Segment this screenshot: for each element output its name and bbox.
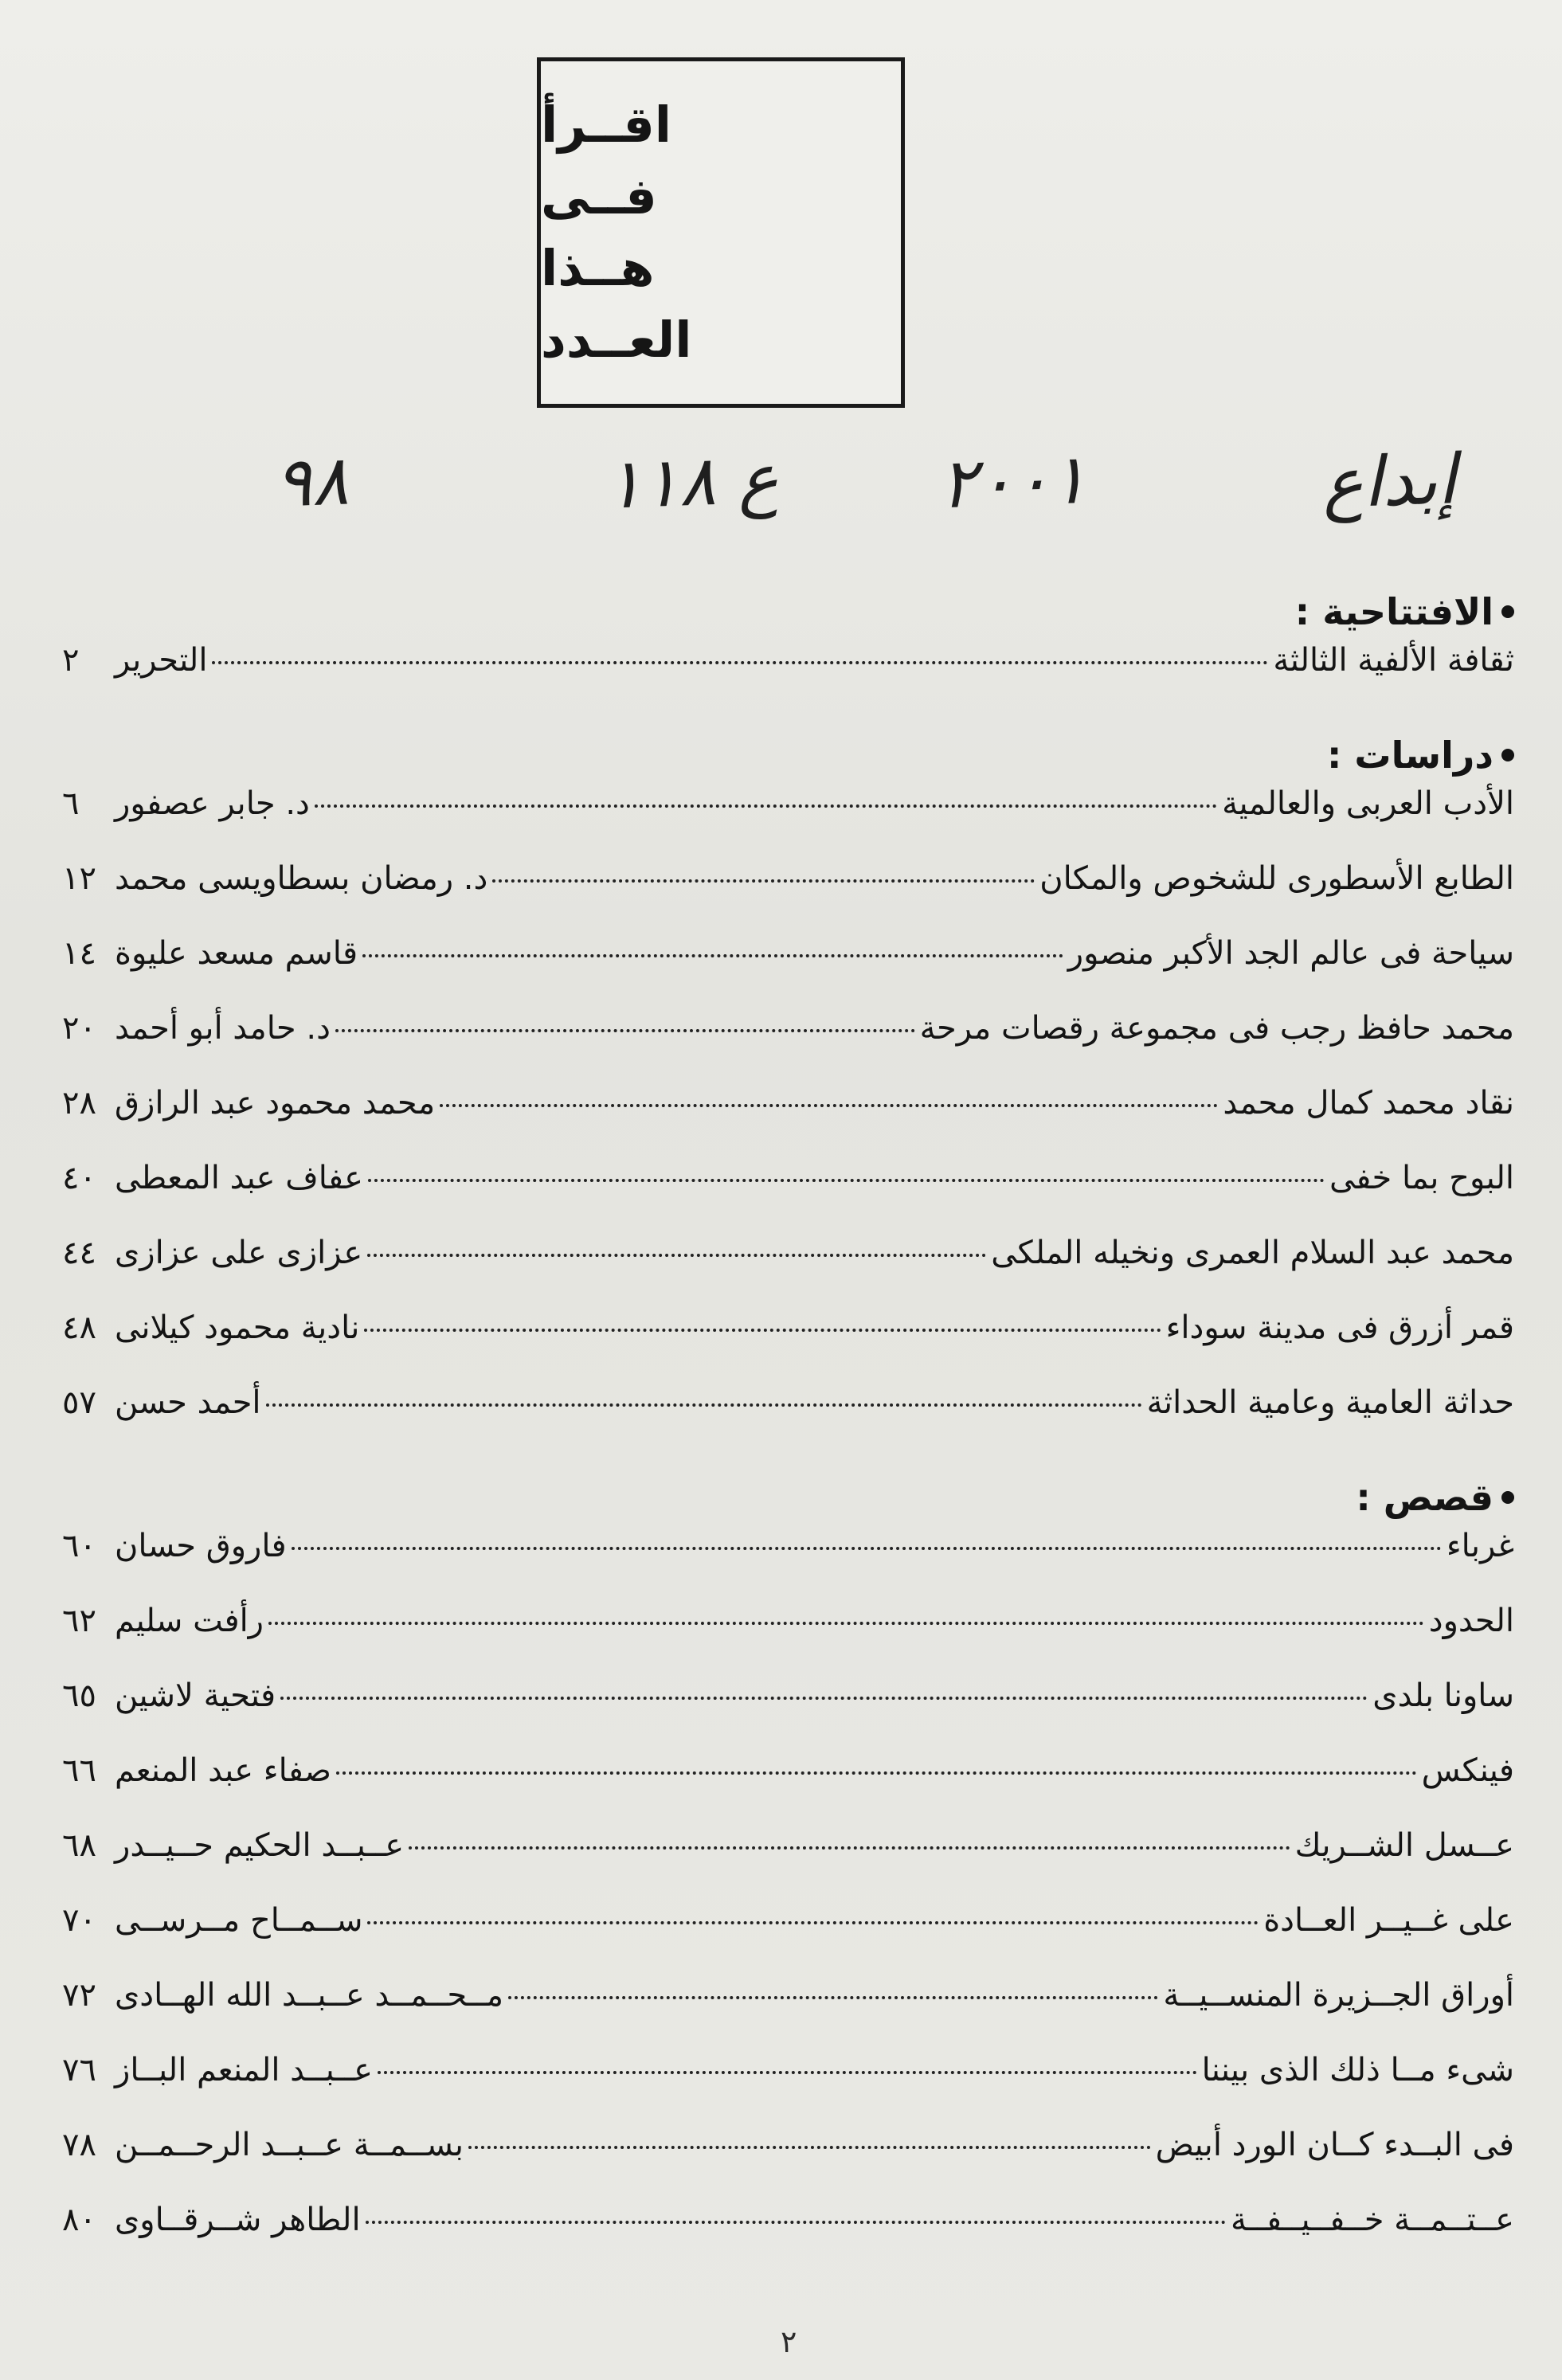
handwritten-year: ٢٠٠١ [938, 439, 1089, 525]
entry-page: ٢ [62, 642, 80, 679]
box-line-3: هــذا [541, 239, 655, 297]
entry-title: محمد حافظ رجب فى مجموعة رقصات مرحة [919, 1010, 1514, 1047]
entry-page: ٢٠ [62, 1010, 96, 1047]
entry-page: ٤٤ [62, 1235, 96, 1271]
entry-author: رأفت سليم [115, 1603, 264, 1639]
toc-entry [62, 1827, 1514, 1902]
toc-entry [62, 1235, 1514, 1309]
toc-entry [62, 860, 1514, 935]
entry-author: د. جابر عصفور [115, 785, 310, 822]
entry-author: عــبــد المنعم البــاز [115, 2052, 373, 2088]
leader-dots [212, 661, 1268, 664]
entry-title: محمد عبد السلام العمرى ونخيله الملكى [991, 1235, 1514, 1271]
entry-page: ٤٠ [62, 1160, 96, 1196]
entry-page: ٦٨ [62, 1827, 96, 1864]
leader-dots [335, 1029, 915, 1032]
leader-dots [336, 1771, 1417, 1775]
entry-page: ٦٢ [62, 1603, 96, 1639]
entry-author: د. حامد أبو أحمد [115, 1010, 331, 1047]
entry-page: ٢٨ [62, 1085, 96, 1121]
leader-dots [492, 879, 1035, 883]
entry-page: ٦٥ [62, 1677, 96, 1714]
leader-dots [315, 804, 1217, 808]
entry-page: ٧٨ [62, 2127, 96, 2163]
leader-dots [266, 1403, 1142, 1407]
entry-title: فينكس [1421, 1752, 1514, 1789]
section-heading-text: قصص : [1356, 1476, 1493, 1519]
entry-title: الحدود [1428, 1603, 1514, 1639]
section-heading-studies [62, 725, 1514, 785]
leader-dots [378, 2071, 1197, 2074]
entry-author: عــبــد الحكيم حــيــدر [115, 1827, 405, 1864]
entry-page: ٤٨ [62, 1309, 96, 1346]
entry-author: فتحية لاشين [115, 1677, 276, 1714]
leader-dots [409, 1846, 1290, 1850]
entry-author: التحرير [115, 642, 208, 679]
entry-title: فى البــدء كــان الورد أبيض [1155, 2127, 1514, 2163]
section-heading-text: الافتتاحية : [1294, 590, 1493, 633]
entry-author: ســمــاح مــرســى [115, 1902, 363, 1939]
entry-title: سياحة فى عالم الجد الأكبر منصور [1067, 935, 1514, 972]
entry-title: حداثة العامية وعامية الحداثة [1146, 1384, 1514, 1421]
toc-entry [62, 1309, 1514, 1384]
entry-author: نادية محمود كيلانى [115, 1309, 360, 1346]
toc-entry [62, 1902, 1514, 1977]
leader-dots [364, 1329, 1161, 1332]
in-this-issue-box [537, 57, 905, 408]
leader-dots [368, 1179, 1325, 1182]
bullet-icon [1501, 749, 1514, 761]
entry-page: ٧٢ [62, 1977, 96, 2014]
toc-entry [62, 2202, 1514, 2276]
box-line-2: فــى [541, 167, 657, 225]
entry-page: ٨٠ [62, 2202, 96, 2238]
entry-title: البوح بما خفى [1329, 1160, 1514, 1196]
box-line-4: العــدد [541, 311, 692, 369]
toc-entry [62, 935, 1514, 1010]
entry-title: شىء مــا ذلك الذى بيننا [1201, 2052, 1514, 2088]
leader-dots [468, 2146, 1151, 2149]
entry-author: محمد محمود عبد الرازق [115, 1085, 436, 1121]
entry-author: قاسم مسعد عليوة [115, 935, 358, 972]
entry-author: أحمد حسن [115, 1384, 261, 1421]
leader-dots [508, 1996, 1158, 1999]
entry-page: ١٢ [62, 860, 96, 897]
entry-page: ٧٠ [62, 1902, 96, 1939]
entry-title: نقاد محمد كمال محمد [1223, 1085, 1514, 1121]
leader-dots [440, 1104, 1218, 1107]
entry-author: الطاهر شــرقــاوى [115, 2202, 361, 2238]
entry-title: ساونا بلدى [1372, 1677, 1514, 1714]
toc-entry [62, 1677, 1514, 1752]
entry-author: عزازى على عزازى [115, 1235, 363, 1271]
section-heading-editorial [62, 581, 1514, 642]
bullet-icon [1501, 1491, 1514, 1504]
entry-author: فاروق حسان [115, 1528, 287, 1564]
handwritten-issue: ع ١١٨ [604, 439, 780, 525]
toc-entry [62, 1384, 1514, 1459]
leader-dots [366, 2221, 1226, 2224]
entry-title: ثقافة الألفية الثالثة [1273, 642, 1514, 679]
leader-dots [292, 1547, 1442, 1550]
handwritten-number: ٩٨ [273, 440, 350, 523]
handwritten-magazine: إبداع [1321, 440, 1458, 524]
entry-page: ٧٦ [62, 2052, 96, 2088]
entry-title: عــسل الشــريك [1294, 1827, 1514, 1864]
entry-page: ١٤ [62, 935, 96, 972]
section-heading-stories [62, 1467, 1514, 1528]
toc-entry [62, 1977, 1514, 2052]
entry-title: غرباء [1446, 1528, 1514, 1564]
entry-title: الطابع الأسطورى للشخوص والمكان [1039, 860, 1514, 897]
toc-entry [62, 1603, 1514, 1677]
leader-dots [362, 954, 1063, 957]
entry-author: بســمــة عــبــد الرحــمــن [115, 2127, 464, 2163]
entry-page: ٦٠ [62, 1528, 96, 1564]
entry-title: عــتــمــة خــفــيــفــة [1231, 2202, 1514, 2238]
toc-entry [62, 2052, 1514, 2127]
entry-author: د. رمضان بسطاويسى محمد [115, 860, 488, 897]
bullet-icon [1501, 605, 1514, 618]
box-line-1: اقــرأ [541, 96, 672, 154]
table-of-contents [62, 573, 1514, 2276]
page-number: ٢ [781, 2324, 797, 2359]
toc-entry [62, 1010, 1514, 1085]
toc-entry [62, 1752, 1514, 1827]
leader-dots [367, 1254, 986, 1257]
toc-entry [62, 785, 1514, 860]
entry-title: قمر أزرق فى مدينة سوداء [1165, 1309, 1514, 1346]
entry-page: ٦٦ [62, 1752, 96, 1789]
entry-title: الأدب العربى والعالمية [1222, 785, 1514, 822]
leader-dots [367, 1921, 1259, 1924]
entry-author: صفاء عبد المنعم [115, 1752, 331, 1789]
entry-title: أوراق الجــزيرة المنســيــة [1163, 1977, 1514, 2014]
entry-title: على غــيــر العــادة [1263, 1902, 1514, 1939]
entry-page: ٦ [62, 785, 80, 822]
toc-entry [62, 2127, 1514, 2202]
toc-entry [62, 1160, 1514, 1235]
entry-page: ٥٧ [62, 1384, 96, 1421]
entry-author: مــحــمــد عــبــد الله الهــادى [115, 1977, 504, 2014]
section-heading-text: دراسات : [1327, 734, 1493, 777]
leader-dots [280, 1697, 1368, 1700]
toc-entry [62, 642, 1514, 717]
toc-entry [62, 1085, 1514, 1160]
entry-author: عفاف عبد المعطى [115, 1160, 363, 1196]
toc-entry [62, 1528, 1514, 1603]
leader-dots [268, 1622, 1424, 1625]
